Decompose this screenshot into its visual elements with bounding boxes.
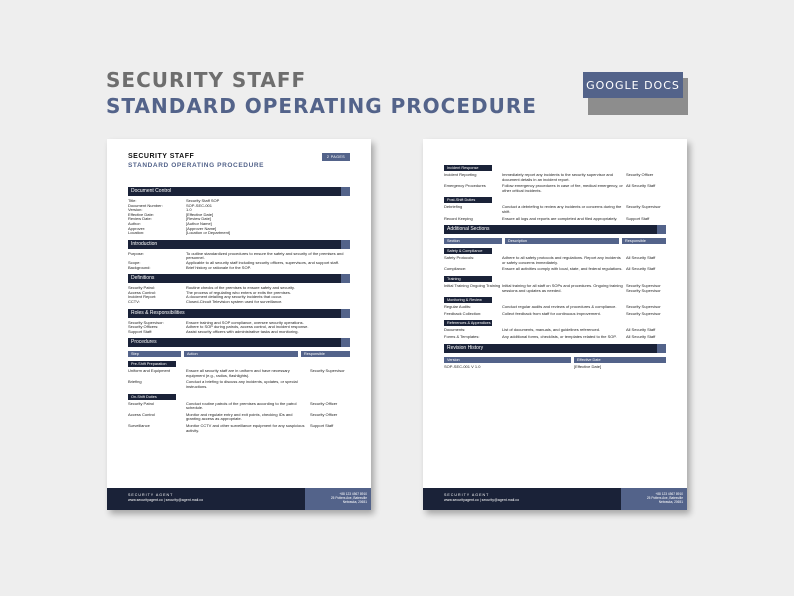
additional-column-headers xyxy=(444,238,666,244)
kv-key: Location: xyxy=(128,230,145,236)
footer-city: Nebraska, 20651 xyxy=(342,500,367,504)
row-action: Ensure all activities comply with local, state, and federal regulations. xyxy=(502,266,623,272)
kv-value: [Approver Name] xyxy=(186,225,217,231)
subsection-incident-response: Incident Response xyxy=(444,165,492,171)
document-page-1 xyxy=(107,139,371,510)
row-action: Immediately report any incidents to the security supervisor and document details in an incident report. xyxy=(502,172,613,182)
table-row xyxy=(444,335,666,340)
row-step: Safety Protocols: xyxy=(444,255,475,261)
subsection-label: References & Appendices xyxy=(444,320,492,326)
hero-title xyxy=(106,68,537,120)
kv-key: Review Date: xyxy=(128,216,152,222)
kv-value: [Author Name] xyxy=(186,220,212,226)
row-responsible: All Security Staff xyxy=(626,255,656,261)
row-action: Conduct a briefing to discuss any incidents, updates, or special instructions. xyxy=(186,379,298,390)
page-2-footer xyxy=(423,488,687,510)
pages-tag: 2 PAGES xyxy=(322,153,350,161)
table-row xyxy=(444,305,666,310)
footer-brand: SECURITY AGENT xyxy=(128,493,174,497)
table-row xyxy=(444,312,666,317)
kv-key: Approver: xyxy=(128,225,146,231)
row-responsible: Security Supervisor xyxy=(310,368,345,374)
table-row xyxy=(128,413,350,422)
kv-row xyxy=(128,300,350,305)
kv-key: Support Staff: xyxy=(128,328,153,334)
kv-row xyxy=(128,330,350,335)
footer-brand-2: SECURITY AGENT xyxy=(444,493,490,497)
row-action: Collect feedback from staff for continuous improvement. xyxy=(502,310,601,316)
row-step: Emergency Procedures xyxy=(444,183,486,189)
row-action: Initial training for all staff on SOPs and procedures. Ongoing training sessions and updates as needed. xyxy=(502,282,623,293)
subsection-on-shift: On-Shift Duties xyxy=(128,394,176,400)
row-step: Documents: xyxy=(444,327,466,333)
row-action: Conduct a debriefing to review any incidents or concerns during the shift. xyxy=(502,204,622,214)
kv-value: [Location or Department] xyxy=(186,230,231,236)
group-rows xyxy=(444,305,666,316)
row-step: Surveillance xyxy=(128,423,150,429)
row-step: Uniform and Equipment xyxy=(128,368,171,374)
kv-key: CCTV: xyxy=(128,298,140,304)
footer-address-2: 25 Potters Ave, Batesville xyxy=(646,496,683,500)
kv-value: [Effective Date] xyxy=(186,211,214,217)
kv-value: To outline standardized procedures to ensure the safety and security of the premises and personnel. xyxy=(186,250,344,261)
section-additional: Additional Sections xyxy=(444,225,666,234)
kv-value: Closed-Circuit Television system used for surveillance. xyxy=(186,298,283,304)
row-responsible: Security Officer xyxy=(310,400,338,406)
kv-key: Access Control: xyxy=(128,289,157,295)
col-responsible-2: Responsible xyxy=(622,238,666,244)
kv-value: Brief history or rationale for the SOP. xyxy=(186,264,251,270)
row-step: Incident Reporting xyxy=(444,172,477,177)
kv-key: Author: xyxy=(128,220,141,226)
table-row xyxy=(444,205,666,214)
definitions-list xyxy=(128,286,350,304)
kv-value: 1.0 xyxy=(186,207,192,213)
badge-label: GOOGLE DOCS xyxy=(583,72,683,98)
table-row xyxy=(128,369,350,378)
table-row xyxy=(444,267,666,272)
col-description: Description xyxy=(505,238,619,244)
row-action: Monitor and regulate entry and exit points, checking IDs and granting access as appropriate. xyxy=(186,411,293,422)
section-definitions: Definitions xyxy=(128,274,350,283)
kv-key: Security Supervisor: xyxy=(128,319,164,325)
table-row xyxy=(444,184,666,193)
incident-rows xyxy=(444,173,666,193)
pre-shift-rows xyxy=(128,369,350,389)
page-1-footer xyxy=(107,488,371,510)
group-rows xyxy=(444,284,666,293)
row-action: Ensure all security staff are in uniform and have necessary equipment (e.g., radios, flashlights). xyxy=(186,368,290,378)
row-action: Ensure all logs and reports are completed and filed appropriately. xyxy=(502,215,618,221)
roles-list xyxy=(128,321,350,335)
document-page-2 xyxy=(423,139,687,510)
row-action: Monitor CCTV and other surveillance equipment for any suspicious activity. xyxy=(186,423,305,433)
row-step: Feedback Collection: xyxy=(444,310,482,316)
subsection-post-shift: Post-Shift Duties xyxy=(444,197,492,203)
row-responsible: Security Supervisor Security Supervisor xyxy=(626,282,661,293)
kv-key: Document Number: xyxy=(128,202,163,208)
kv-value: The process of regulating who enters or exits the premises. xyxy=(186,289,291,295)
kv-value: Adhere to SOP during patrols, access control, and incident response. xyxy=(186,324,309,330)
kv-row xyxy=(128,266,350,271)
table-row xyxy=(444,328,666,333)
table-row xyxy=(128,380,350,389)
row-responsible: Security Supervisor xyxy=(626,204,661,210)
table-row xyxy=(128,402,350,411)
kv-value: SOP-SEC-001 xyxy=(186,202,213,208)
row-step: Forms & Templates: xyxy=(444,333,480,339)
col-section: Section xyxy=(444,238,502,244)
col-version: Version xyxy=(444,357,571,363)
row-responsible: All Security Staff xyxy=(626,183,656,189)
revision-date: [Effective Date] xyxy=(574,363,602,369)
doc-subtitle: STANDARD OPERATING PROCEDURE xyxy=(128,162,265,169)
row-action: Conduct regular audits and reviews of procedures & compliance. xyxy=(502,304,617,310)
subsection-pre-shift: Pre-Shift Preparation xyxy=(128,361,176,367)
table-row xyxy=(444,256,666,265)
col-effective-date: Effective Date xyxy=(574,357,666,363)
row-action: Conduct routine patrols of the premises according to the patrol schedule. xyxy=(186,400,297,411)
kv-key: Effective Date: xyxy=(128,211,154,217)
section-procedures: Procedures xyxy=(128,338,350,347)
table-row xyxy=(444,217,666,222)
revision-version: SOP-SEC-001 V 1.0 xyxy=(444,363,481,369)
additional-groups xyxy=(444,248,666,339)
group-rows xyxy=(444,256,666,272)
footer-phone-2: +88 123 4567 8910 xyxy=(655,492,683,496)
revision-row xyxy=(444,365,666,370)
subsection-label: Training xyxy=(444,276,492,282)
section-document-control: Document Control xyxy=(128,187,350,196)
kv-value: A document detailing any security incidents that occur. xyxy=(186,294,283,300)
row-responsible: All Security Staff xyxy=(626,333,656,339)
procedures-column-headers xyxy=(128,351,350,357)
row-responsible: All Security Staff xyxy=(626,327,656,333)
kv-value: Ensure training and SOP compliance, oversee security operations. xyxy=(186,319,304,325)
kv-key: Incident Report: xyxy=(128,294,157,300)
row-responsible: Security Officer xyxy=(310,411,338,417)
kv-key: Version: xyxy=(128,207,143,213)
kv-key: Scope: xyxy=(128,259,141,265)
footer-city-2: Nebraska, 20651 xyxy=(658,500,683,504)
row-step: Access Control xyxy=(128,411,155,417)
row-step: Record Keeping xyxy=(444,215,473,221)
row-responsible xyxy=(308,380,350,389)
section-revision-history: Revision History xyxy=(444,344,666,353)
footer-phone: +88 123 4567 8910 xyxy=(339,492,367,496)
hero-line-2: STANDARD OPERATING PROCEDURE xyxy=(106,94,537,118)
table-row xyxy=(444,284,666,293)
on-shift-rows xyxy=(128,402,350,434)
row-responsible: Security Supervisor xyxy=(626,310,661,316)
footer-contact: www.securityagent.co | security@agent.mail.co xyxy=(128,498,204,502)
col-step: Step xyxy=(128,351,181,357)
subsection-label: Safety & Compliance xyxy=(444,248,492,254)
row-step: Initial Training Ongoing Training xyxy=(444,282,501,288)
group-rows xyxy=(444,328,666,339)
doc-title: SECURITY STAFF xyxy=(128,153,195,160)
post-shift-rows xyxy=(444,205,666,221)
row-responsible: Security Supervisor xyxy=(626,304,661,310)
row-step: Briefing xyxy=(128,379,142,385)
row-responsible: All Security Staff xyxy=(626,266,656,272)
kv-key: Background: xyxy=(128,264,151,270)
kv-value: Routine checks of the premises to ensure safety and security. xyxy=(186,285,295,291)
hero-line-1: SECURITY STAFF xyxy=(106,68,307,92)
kv-value: Assist security officers with administrative tasks and monitoring. xyxy=(186,328,299,334)
section-roles: Roles & Responsibilities xyxy=(128,309,350,318)
row-responsible: Support Staff xyxy=(310,423,334,429)
table-row xyxy=(128,424,350,433)
row-action: Adhere to all safety protocols and regulations. Report any incidents or safety concerns immediately. xyxy=(502,255,621,265)
row-step: Security Patrol xyxy=(128,400,155,406)
kv-value: Applicable to all security staff including security officers, supervisors, and support staff. xyxy=(186,259,339,265)
introduction-list xyxy=(128,252,350,270)
revision-column-headers xyxy=(444,357,666,363)
footer-contact-2: www.securityagent.co | security@agent.mail.co xyxy=(444,498,520,502)
table-row xyxy=(444,173,666,182)
kv-row xyxy=(128,231,350,236)
row-step: Regular Audits: xyxy=(444,304,472,310)
google-docs-badge xyxy=(583,72,688,115)
col-responsible: Responsible xyxy=(301,351,350,357)
row-step: Debriefing xyxy=(444,204,463,210)
footer-address: 25 Potters Ave, Batesville xyxy=(330,496,367,500)
kv-key: Security Officers: xyxy=(128,324,159,330)
col-action: Action xyxy=(184,351,298,357)
subsection-label: Monitoring & Review xyxy=(444,297,492,303)
doc-control-list xyxy=(128,199,350,236)
row-responsible: Support Staff xyxy=(626,215,650,221)
kv-key: Purpose: xyxy=(128,250,145,256)
row-action: Any additional forms, checklists, or templates related to the SOP. xyxy=(502,333,617,339)
row-action: Follow emergency procedures in case of fire, medical emergency, or other critical incidents. xyxy=(502,183,623,193)
kv-value: [Review Date] xyxy=(186,216,211,222)
row-step: Compliance: xyxy=(444,266,467,272)
row-responsible: Security Officer xyxy=(626,172,654,177)
kv-key: Security Patrol: xyxy=(128,285,156,291)
row-action: List of documents, manuals, and guidelines referenced. xyxy=(502,327,601,333)
section-introduction: Introduction xyxy=(128,240,350,249)
kv-value: Security Staff SOP xyxy=(186,198,220,203)
kv-key: Title: xyxy=(128,198,137,203)
